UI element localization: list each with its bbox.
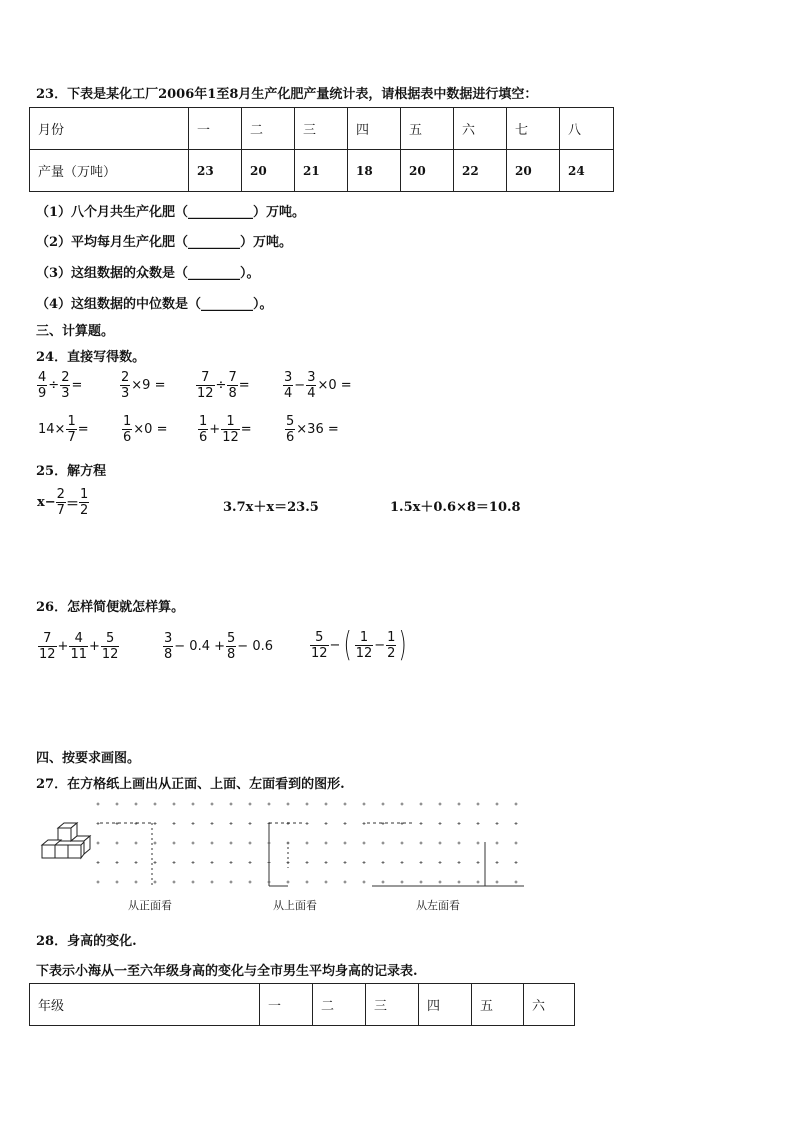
q23-title: 23．下表是某化工厂2006年1至8月生产化肥产量统计表，请根据表中数据进行填空： <box>36 87 538 102</box>
fraction <box>285 414 295 445</box>
denominator: 8 <box>164 647 173 662</box>
q23-table <box>29 107 614 192</box>
table-cell: 20 <box>507 150 560 192</box>
grid-dot <box>307 822 308 825</box>
table-header-cell: 三 <box>295 108 348 150</box>
fraction <box>60 370 70 401</box>
denominator: 6 <box>199 430 208 445</box>
table-cell: 24 <box>560 150 614 192</box>
q26-expr-2 <box>163 631 274 662</box>
q24-expr-6 <box>122 414 168 445</box>
q25-equation-3: 1.5x＋0.6×8＝10.8 <box>390 500 521 515</box>
grid-dot <box>383 842 384 845</box>
denominator: 4 <box>307 386 316 401</box>
fraction <box>198 414 208 445</box>
fraction <box>283 370 293 401</box>
grid-dot <box>345 861 346 864</box>
denominator: 6 <box>123 430 132 445</box>
q26-expr-3 <box>310 625 410 665</box>
q26-expr-1 <box>38 631 119 662</box>
denominator: 8 <box>227 647 236 662</box>
numerator: 2 <box>56 487 65 502</box>
grid-dot <box>231 822 232 825</box>
operator: ÷ <box>48 378 60 393</box>
grid-dot <box>231 803 232 806</box>
grid-dot <box>421 822 422 825</box>
grid-dot <box>288 881 289 884</box>
fraction <box>227 370 237 401</box>
q23-item-2: （2）平均每月生产化肥（________）万吨。 <box>36 235 293 250</box>
operator: + <box>209 422 221 437</box>
grid-dot <box>497 881 498 884</box>
grid-dot <box>117 822 118 825</box>
q23-item-1: （1）八个月共生产化肥（__________）万吨。 <box>36 205 306 220</box>
denominator: 3 <box>121 386 130 401</box>
grid-dot <box>383 881 384 884</box>
q26-title: 26．怎样简便就怎样算。 <box>36 600 185 615</box>
numerator: 7 <box>196 370 215 386</box>
grid-dot <box>98 803 99 806</box>
grid-dot <box>231 842 232 845</box>
grid-dot <box>174 842 175 845</box>
grid-dot <box>345 842 346 845</box>
q24-expr-3 <box>196 370 251 401</box>
table-cell: 22 <box>454 150 507 192</box>
q24-expr-1 <box>37 370 83 401</box>
grid-dot <box>155 803 156 806</box>
grid-dot <box>326 861 327 864</box>
grid-dot <box>193 861 194 864</box>
grid-dot <box>250 803 251 806</box>
numerator: 4 <box>69 631 88 647</box>
denominator: 4 <box>284 386 293 401</box>
table-header-cell: 八 <box>560 108 614 150</box>
grid-dot <box>478 881 479 884</box>
equation-text: x− <box>37 495 56 510</box>
grid-dot <box>307 803 308 806</box>
denominator: 6 <box>286 430 295 445</box>
operator: = <box>240 422 252 437</box>
operator: − <box>329 637 341 653</box>
grid-dot <box>193 842 194 845</box>
grid-dot <box>478 842 479 845</box>
grid-dot <box>212 861 213 864</box>
table-cell: 20 <box>242 150 295 192</box>
grid-dot <box>402 861 403 864</box>
q28-table <box>29 983 575 1026</box>
operator: = <box>77 422 89 437</box>
q24-expr-2 <box>120 370 166 401</box>
grid-dot <box>440 822 441 825</box>
grid-dot <box>231 881 232 884</box>
grid-dot <box>478 822 479 825</box>
fraction <box>306 370 316 401</box>
table-header-cell: 月份 <box>30 108 189 150</box>
grid-dot <box>174 803 175 806</box>
q23-header-row <box>30 108 614 150</box>
fraction <box>120 370 130 401</box>
q24-expr-5 <box>37 414 90 445</box>
grid-dot <box>250 861 251 864</box>
section-3-heading: 三、计算题。 <box>36 324 115 339</box>
grid-dot <box>155 861 156 864</box>
grid-dot <box>478 803 479 806</box>
denominator: 9 <box>38 386 47 401</box>
grid-dot <box>307 842 308 845</box>
grid-dot <box>212 881 213 884</box>
grid-dot <box>174 822 175 825</box>
numerator: 5 <box>286 414 295 429</box>
grid-dot <box>326 881 327 884</box>
grid-dot <box>440 803 441 806</box>
grid-dot <box>326 822 327 825</box>
grid-dot <box>117 842 118 845</box>
fraction <box>101 631 120 662</box>
fraction <box>56 487 66 518</box>
grid-dot <box>383 822 384 825</box>
grid-dot <box>421 861 422 864</box>
label-top-view: 从上面看 <box>273 899 317 912</box>
section-4-heading: 四、按要求画图。 <box>36 751 141 766</box>
table-header-cell: 五 <box>401 108 454 150</box>
operator: ×0 = <box>317 378 352 393</box>
operator: − <box>374 637 386 653</box>
grid-dot <box>155 881 156 884</box>
grid-dot <box>497 822 498 825</box>
q24-expr-4 <box>283 370 353 401</box>
grid-dot <box>516 822 517 825</box>
q25-equation-2: 3.7x＋x＝23.5 <box>223 500 319 515</box>
grid-dot <box>440 842 441 845</box>
grid-dot <box>516 861 517 864</box>
q23-item-4: （4）这组数据的中位数是（________）。 <box>36 297 273 312</box>
grid-dot <box>155 842 156 845</box>
numerator: 2 <box>61 370 70 385</box>
fraction <box>226 631 236 662</box>
grid-dot <box>250 842 251 845</box>
dotted-grid-paper <box>92 798 532 890</box>
grid-dot <box>364 822 365 825</box>
grid-dot <box>459 881 460 884</box>
table-cell: 18 <box>348 150 401 192</box>
numerator: 3 <box>284 370 293 385</box>
grid-dot <box>136 881 137 884</box>
numerator: 1 <box>79 487 89 502</box>
grid-dot <box>307 881 308 884</box>
cube-stack-figure <box>40 822 92 862</box>
numerator: 3 <box>307 370 316 385</box>
table-cell: 21 <box>295 150 348 192</box>
grid-dot <box>440 861 441 864</box>
grid-dot <box>345 803 346 806</box>
denominator: 12 <box>222 430 239 445</box>
numerator: 4 <box>38 370 47 385</box>
label-left-view: 从左面看 <box>416 899 460 912</box>
q24-expr-7 <box>198 414 253 445</box>
grid-dot <box>516 803 517 806</box>
fraction <box>163 631 173 662</box>
fraction <box>37 370 47 401</box>
table-cell: 23 <box>189 150 242 192</box>
numerator: 5 <box>101 631 120 647</box>
denominator: 12 <box>197 386 214 401</box>
denominator: 11 <box>70 647 87 662</box>
operator: − 0.6 <box>237 639 273 654</box>
numerator: 1 <box>355 630 374 646</box>
q28-title: 28．身高的变化. <box>36 934 137 949</box>
numerator: 1 <box>199 414 208 429</box>
grid-dot <box>250 822 251 825</box>
grid-dot <box>155 822 156 825</box>
grid-dot <box>345 881 346 884</box>
denominator: 12 <box>39 647 56 662</box>
grid-dot <box>421 803 422 806</box>
grid-dot <box>117 861 118 864</box>
operator: − 0.4 + <box>174 639 226 654</box>
grid-dot <box>98 842 99 845</box>
operator: = <box>238 378 250 393</box>
numerator: 1 <box>123 414 132 429</box>
right-paren: ) <box>399 625 408 665</box>
fraction <box>69 631 88 662</box>
fraction <box>310 630 329 661</box>
grid-dot <box>212 822 213 825</box>
denominator: 7 <box>56 503 65 518</box>
grid-dot <box>364 803 365 806</box>
operator: = <box>71 378 83 393</box>
denominator: 12 <box>101 647 119 662</box>
grid-dot <box>516 842 517 845</box>
grid-dot <box>212 842 213 845</box>
grid-dot <box>459 803 460 806</box>
grid-dot <box>250 881 251 884</box>
grid-dot <box>136 842 137 845</box>
q27-title: 27．在方格纸上画出从正面、上面、左面看到的图形. <box>36 777 345 792</box>
equation-text: ＝ <box>65 497 79 512</box>
grid-dot <box>326 842 327 845</box>
denominator: 12 <box>355 645 373 661</box>
q23-item-3: （3）这组数据的众数是（________）。 <box>36 266 260 281</box>
grid-dot <box>516 881 517 884</box>
numerator: 7 <box>228 370 237 385</box>
operator: ×36 = <box>296 422 339 437</box>
grid-dot <box>98 881 99 884</box>
numerator: 1 <box>67 414 76 429</box>
denominator: 7 <box>67 430 76 445</box>
fraction <box>122 414 132 445</box>
grid-dot <box>269 803 270 806</box>
q23-data-row <box>30 150 614 192</box>
table-header-cell: 二 <box>313 984 366 1026</box>
grid-dot <box>193 881 194 884</box>
numerator: 1 <box>387 629 396 645</box>
table-header-cell: 年级 <box>30 984 260 1026</box>
operator: ÷ <box>215 378 227 393</box>
fraction <box>196 370 215 401</box>
operator: − <box>294 378 306 393</box>
grid-dot <box>117 881 118 884</box>
table-header-cell: 六 <box>524 984 575 1026</box>
grid-dot <box>174 861 175 864</box>
grid-dot <box>174 881 175 884</box>
grid-dot <box>98 861 99 864</box>
numerator: 2 <box>121 370 130 385</box>
grid-dot <box>307 861 308 864</box>
q24-expr-8 <box>285 414 340 445</box>
fraction <box>66 414 76 445</box>
operator: 14× <box>38 422 66 437</box>
denominator: 8 <box>228 386 237 401</box>
grid-dot <box>478 861 479 864</box>
grid-dot <box>383 803 384 806</box>
grid-dot <box>459 842 460 845</box>
grid-dot <box>402 822 403 825</box>
label-front-view: 从正面看 <box>128 899 172 912</box>
grid-dot <box>459 822 460 825</box>
grid-dot <box>497 803 498 806</box>
grid-dot <box>497 861 498 864</box>
grid-dot <box>98 822 99 825</box>
q25-title: 25．解方程 <box>36 464 107 479</box>
numerator: 5 <box>227 631 236 646</box>
numerator: 1 <box>221 414 240 430</box>
table-header-cell: 六 <box>454 108 507 150</box>
grid-dot <box>364 861 365 864</box>
grid-dot <box>117 803 118 806</box>
table-header-cell: 三 <box>366 984 419 1026</box>
grid-dot <box>421 842 422 845</box>
numerator: 5 <box>310 630 329 646</box>
table-cell: 产量（万吨） <box>30 150 189 192</box>
grid-dot <box>212 803 213 806</box>
table-cell: 20 <box>401 150 454 192</box>
operator: + <box>89 639 100 654</box>
grid-dot <box>136 803 137 806</box>
denominator: 12 <box>311 645 328 661</box>
left-paren: ( <box>344 625 353 665</box>
grid-dot <box>402 881 403 884</box>
fraction <box>38 631 57 662</box>
q24-title: 24．直接写得数。 <box>36 350 146 365</box>
q28-description: 下表示小海从一至六年级身高的变化与全市男生平均身高的记录表. <box>36 964 418 979</box>
grid-dot <box>402 803 403 806</box>
grid-dot <box>193 822 194 825</box>
operator: ×9 = <box>131 378 166 393</box>
table-header-cell: 五 <box>472 984 524 1026</box>
denominator: 2 <box>79 503 89 518</box>
grid-dot <box>402 842 403 845</box>
grid-dot <box>288 803 289 806</box>
table-header-cell: 二 <box>242 108 295 150</box>
table-header-cell: 一 <box>260 984 313 1026</box>
grid-dot <box>231 861 232 864</box>
grid-dot <box>345 822 346 825</box>
grid-dot <box>364 881 365 884</box>
q25-equation-1 <box>37 487 89 518</box>
denominator: 2 <box>387 645 396 661</box>
fraction <box>355 630 374 661</box>
numerator: 3 <box>164 631 173 646</box>
table-header-cell: 四 <box>348 108 401 150</box>
grid-dot <box>193 803 194 806</box>
grid-dot <box>421 881 422 884</box>
grid-dot <box>497 842 498 845</box>
q28-header-row <box>30 984 575 1026</box>
grid-dot <box>440 881 441 884</box>
grid-dot <box>326 803 327 806</box>
fraction <box>386 630 396 661</box>
grid-dot <box>383 861 384 864</box>
denominator: 3 <box>61 386 70 401</box>
table-header-cell: 七 <box>507 108 560 150</box>
table-header-cell: 一 <box>189 108 242 150</box>
fraction <box>79 487 89 518</box>
numerator: 7 <box>38 631 57 647</box>
table-header-cell: 四 <box>419 984 472 1026</box>
grid-dot <box>459 861 460 864</box>
grid-dot <box>136 861 137 864</box>
fraction <box>221 414 240 445</box>
operator: ×0 = <box>133 422 168 437</box>
operator: + <box>57 639 69 654</box>
grid-dot <box>364 842 365 845</box>
